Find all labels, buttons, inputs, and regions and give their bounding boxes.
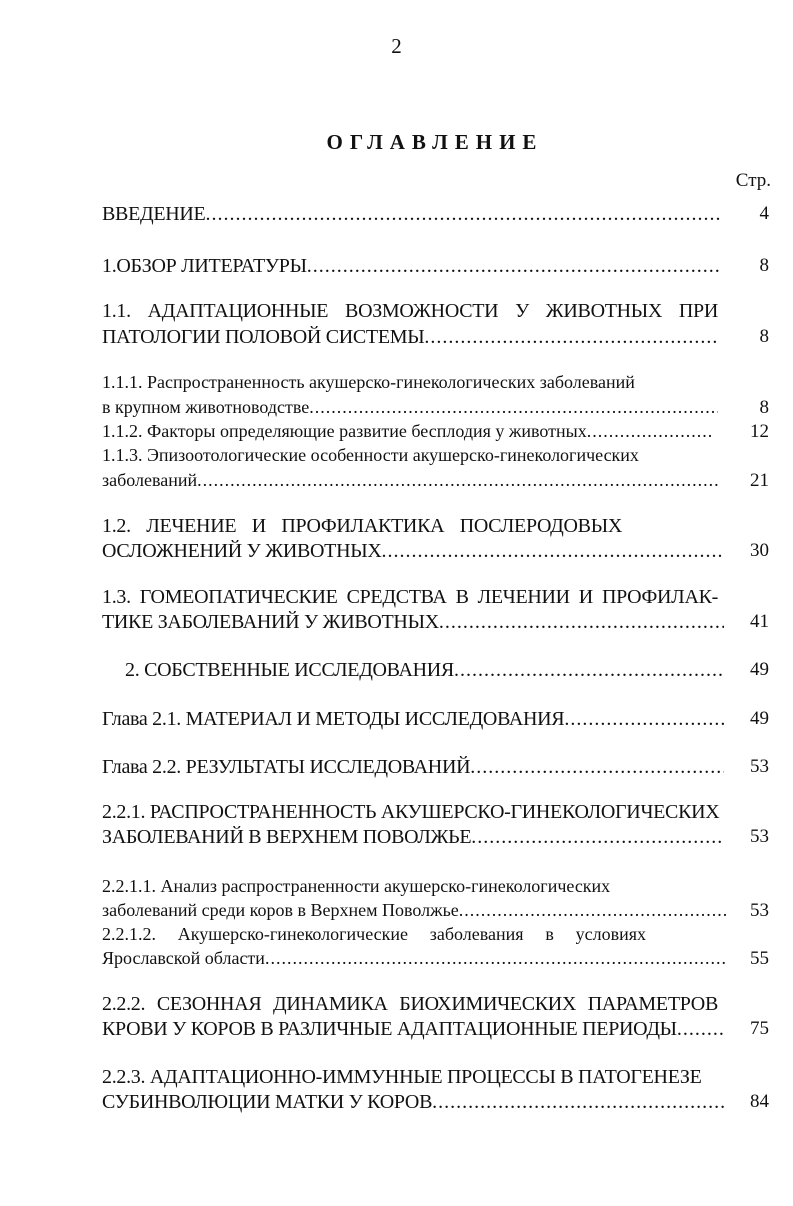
toc-entry-chapter: 2. СОБСТВЕННЫЕ ИССЛЕДОВАНИЯ ..... [125,659,722,682]
toc-entry-heading: 2.2.1. РАСПРОСТРАНЕННОСТЬ АКУШЕРСКО-ГИНЕКОЛОГИЧЕСКИХ [102,801,720,823]
toc-page-number: 8 [759,326,769,347]
toc-entry-chapter: Глава 2.1. МАТЕРИАЛ И МЕТОДЫ ИССЛЕДОВАНИЯ ..... [102,708,724,731]
page-column-label: Стр. [735,170,771,191]
toc-entry-subsection: заболеваний среди коров в Верхнем Поволжье ..... [102,900,728,921]
toc-entry-heading: ТИКЕ ЗАБОЛЕВАНИЙ У ЖИВОТНЫХ ..... [102,611,724,634]
toc-entry-heading: 1.2. ЛЕЧЕНИЕ И ПРОФИЛАКТИКА ПОСЛЕРОДОВЫХ [102,515,622,537]
toc-page-number: 55 [750,948,769,969]
toc-entry-heading: КРОВИ У КОРОВ В РАЗЛИЧНЫЕ АДАПТАЦИОННЫЕ ПЕРИОДЫ ..... [102,1018,724,1041]
toc-entry-heading: ПАТОЛОГИИ ПОЛОВОЙ СИСТЕМЫ ..... [102,326,718,349]
toc-page-number: 12 [750,421,769,442]
toc-page-number: 49 [750,659,769,680]
toc-page-number: 8 [759,397,769,418]
toc-entry-literature-review: 1.ОБЗОР ЛИТЕРАТУРЫ ..... [102,255,722,278]
toc-page-number: 53 [750,826,769,847]
toc-page-number: 84 [750,1091,769,1112]
toc-page-number: 75 [750,1018,769,1039]
toc-page-number: 41 [750,611,769,632]
toc-entry-heading: СУБИНВОЛЮЦИИ МАТКИ У КОРОВ ..... [102,1091,726,1114]
toc-entry-heading: 1.3. ГОМЕОПАТИЧЕСКИЕ СРЕДСТВА В ЛЕЧЕНИИ И ПРОФИЛАК- [102,586,718,608]
toc-page-number: 30 [750,540,769,561]
toc-entry-subsection: 2.2.1.1. Анализ распространенности акушерско-гинекологических [102,876,611,896]
toc-entry-subsection: Ярославской области ..... [102,948,726,969]
toc-entry-heading: 2.2.3. АДАПТАЦИОННО-ИММУННЫЕ ПРОЦЕССЫ В ПАТОГЕНЕЗЕ [102,1066,702,1088]
toc-page-number: 4 [759,203,769,224]
toc-page-number: 49 [750,708,769,729]
toc-entry-heading: ЗАБОЛЕВАНИЙ В ВЕРХНЕМ ПОВОЛЖЬЕ ..... [102,826,724,849]
page-title: ОГЛАВЛЕНИЕ [326,130,544,154]
toc-entry-heading: 2.2.2. СЕЗОННАЯ ДИНАМИКА БИОХИМИЧЕСКИХ ПАРАМЕТРОВ [102,993,718,1015]
toc-entry-subsection: 1.1.1. Распространенность акушерско-гинекологических заболеваний [102,372,635,392]
toc-entry-subsection: заболеваний ..... [102,470,720,491]
toc-page-number: 53 [750,900,769,921]
toc-page-number: 8 [759,255,769,276]
toc-entry-subsection: 1.1.2. Факторы определяющие развитие бесплодия у животных ..... [102,421,714,442]
toc-page-number: 21 [750,470,769,491]
toc-entry-chapter: Глава 2.2. РЕЗУЛЬТАТЫ ИССЛЕДОВАНИЙ ..... [102,756,724,779]
toc-entry-subsection: в крупном животноводстве ..... [102,397,718,418]
toc-entry-heading: ОСЛОЖНЕНИЙ У ЖИВОТНЫХ ..... [102,540,722,563]
page-number: 2 [391,34,402,58]
toc-entry-introduction: ВВЕДЕНИЕ ..... [102,203,722,226]
toc-page-number: 53 [750,756,769,777]
toc-entry-subsection: 1.1.3. Эпизоотологические особенности акушерско-гинекологических [102,445,639,465]
toc-entry-heading: 1.1. АДАПТАЦИОННЫЕ ВОЗМОЖНОСТИ У ЖИВОТНЫХ ПРИ [102,300,718,322]
toc-entry-subsection: 2.2.1.2. Акушерско-гинекологические заболевания в условиях [102,924,646,944]
